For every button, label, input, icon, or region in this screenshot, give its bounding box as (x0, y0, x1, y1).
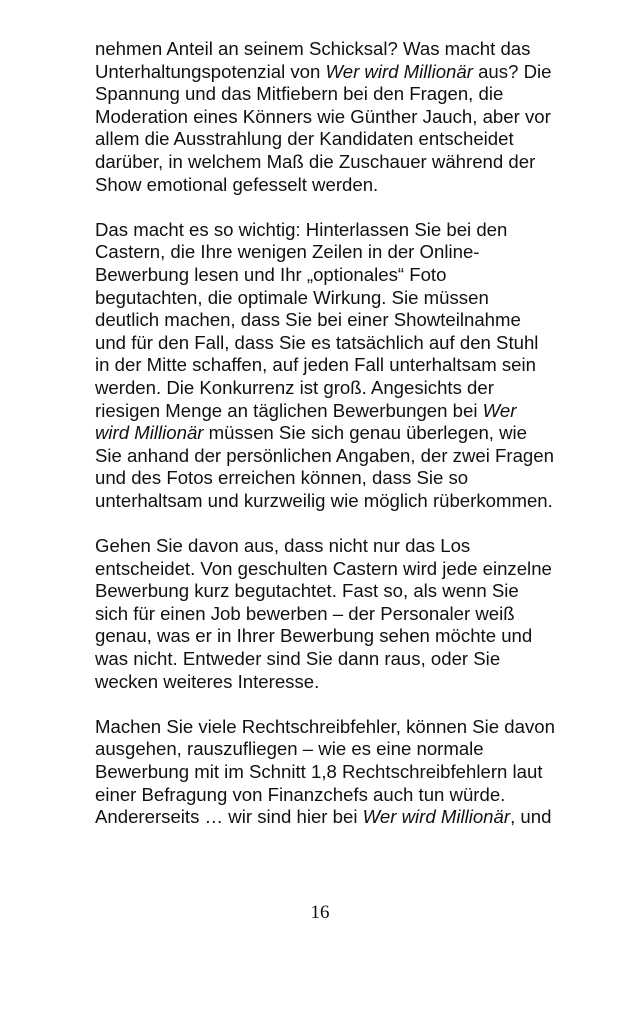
text-segment: Wer wird Millionär (362, 806, 511, 828)
text-line (95, 354, 605, 377)
text-segment: allem die Ausstrahlung der Kandidaten entscheidet (95, 128, 514, 150)
text-segment: unterhaltsam und kurzweilig wie möglich rüberkommen. (95, 489, 553, 511)
text-segment: Wer wird Millionär (325, 60, 473, 82)
text-segment: darüber, in welchem Maß die Zuschauer während der (95, 150, 536, 172)
text-segment: werden. Die Konkurrenz ist groß. Angesichts der (95, 376, 494, 398)
text-line (95, 377, 605, 400)
text-segment: und des Fotos erreichen können, dass Sie so (95, 467, 469, 489)
text-line (95, 671, 605, 694)
text-segment: Castern, die Ihre wenigen Zeilen in der Online- (95, 241, 480, 263)
text-segment: riesigen Menge an täglichen Bewerbungen bei (95, 399, 483, 421)
text-segment: wecken weiteres Interesse. (95, 670, 320, 692)
text-segment: wird Millionär (95, 422, 204, 444)
text-line (95, 625, 605, 648)
text-line (95, 309, 605, 332)
text-line (95, 38, 605, 61)
text-line (95, 400, 605, 423)
text-line (95, 761, 605, 784)
text-line (95, 738, 605, 761)
text-segment: Unterhaltungspotenzial von (95, 60, 326, 82)
text-segment: müssen Sie sich genau überlegen, wie (203, 422, 528, 444)
paragraph (95, 716, 605, 829)
text-segment: Sie anhand der persönlichen Angaben, der zwei Fragen (95, 444, 554, 466)
text-line (95, 445, 605, 468)
paragraph (95, 219, 605, 513)
text-segment: Bewerbung mit im Schnitt 1,8 Rechtschreibfehlern laut (95, 761, 543, 782)
text-line (95, 580, 605, 603)
text-segment: einer Befragung von Finanzchefs auch tun würde. (95, 783, 506, 805)
text-segment: aus? Die (472, 60, 552, 82)
text-segment: Das macht es so wichtig: Hinterlassen Sie bei den (95, 218, 508, 240)
text-line (95, 106, 605, 129)
page-number: 16 (310, 902, 330, 923)
text-segment: entscheidet. Von geschulten Castern wird jede einzelne (95, 557, 552, 579)
text-segment: deutlich machen, dass Sie bei einer Showteilnahme (95, 309, 521, 331)
text-line (95, 806, 605, 829)
text-line (95, 332, 605, 355)
text-segment: Moderation eines Könners wie Günther Jauch, aber vor (95, 105, 551, 127)
text-segment: Machen Sie viele Rechtschreibfehler, können Sie davon (95, 715, 555, 737)
text-line (95, 241, 605, 264)
text-segment: Bewerbung kurz begutachtet. Fast so, als wenn Sie (95, 580, 519, 602)
paragraph (95, 535, 605, 693)
text-segment: Show emotional gefesselt werden. (95, 173, 379, 195)
text-segment: sich für einen Job bewerben – der Personaler weiß (95, 602, 515, 624)
text-segment: was nicht. Entweder sind Sie dann raus, oder Sie (95, 648, 501, 670)
text-segment: Spannung und das Mitfiebern bei den Fragen, die (95, 83, 504, 105)
body-text (95, 38, 605, 851)
paragraph (95, 38, 605, 196)
text-line (95, 603, 605, 626)
text-segment: , und (510, 806, 552, 828)
text-line (95, 716, 605, 739)
text-line (95, 784, 605, 807)
text-segment: in der Mitte schaffen, auf jeden Fall unterhaltsam sein (95, 354, 536, 376)
text-line (95, 490, 605, 513)
text-segment: ausgehen, rauszufliegen – wie es eine normale (95, 738, 484, 760)
text-segment: Wer (482, 399, 517, 421)
text-line (95, 128, 605, 151)
text-segment: und für den Fall, dass Sie es tatsächlich auf den Stuhl (95, 331, 539, 353)
text-segment: Gehen Sie davon aus, dass nicht nur das Los (95, 535, 471, 557)
text-line (95, 219, 605, 242)
text-segment: Bewerbung lesen und Ihr „optionales“ Foto (95, 263, 447, 285)
text-line (95, 151, 605, 174)
text-line (95, 535, 605, 558)
text-line (95, 174, 605, 197)
text-line (95, 287, 605, 310)
text-segment: nehmen Anteil an seinem Schicksal? Was macht das (95, 38, 531, 59)
text-segment: genau, was er in Ihrer Bewerbung sehen möchte und (95, 625, 533, 647)
text-line (95, 264, 605, 287)
text-line (95, 558, 605, 581)
text-line (95, 61, 605, 84)
text-segment: Andererseits … wir sind hier bei (95, 806, 363, 828)
text-line (95, 83, 605, 106)
text-line (95, 467, 605, 490)
text-segment: begutachten, die optimale Wirkung. Sie müssen (95, 286, 489, 308)
text-line (95, 422, 605, 445)
text-line (95, 648, 605, 671)
